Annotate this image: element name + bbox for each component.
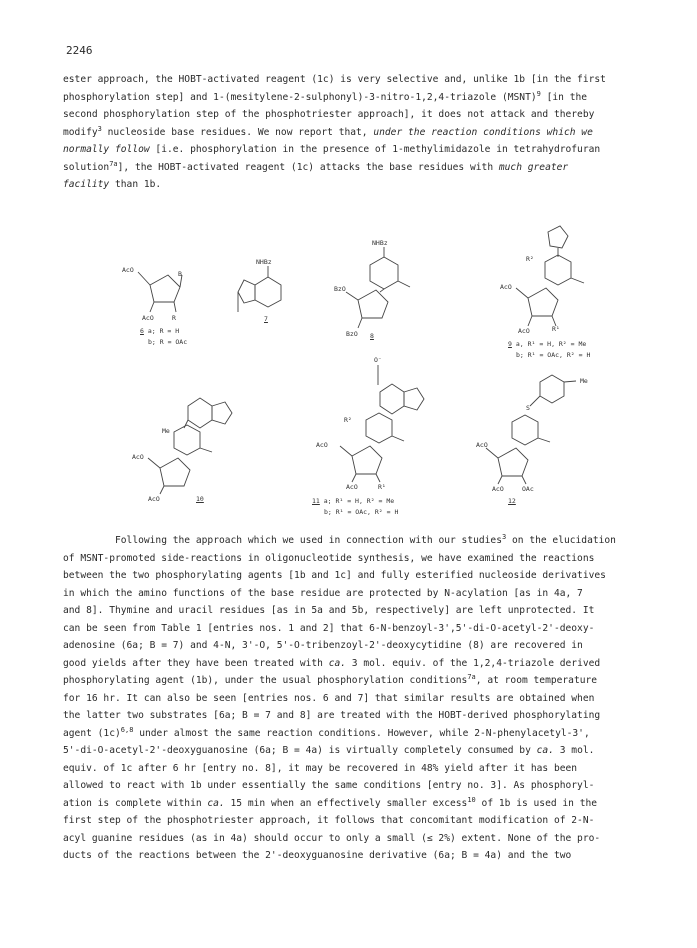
s11-caption-a: 11 a; R¹ = H, R² = Me (312, 497, 395, 505)
p2-line-3: between the two phosphorylating agents [1b and 1c] and fully esterified nucleoside derivatives (63, 570, 606, 581)
s12-me: Me (580, 377, 588, 385)
p2-line-4: in which the amino functions of the base residue are protected by N-acylation [as in 4a, 7 (63, 587, 583, 599)
s7-nhbz: NHBz (256, 258, 272, 266)
s6-aco-top: AcO (122, 266, 134, 274)
p2-line-18: acyl guanine residues (as in 4a) should occur to only a small (≤ 2%) extent. None of the pro- (63, 832, 601, 844)
p1-line-5: normally follow [i.e. phosphorylation in the presence of 1-methylimidazole in tetrahydrofuran (63, 144, 601, 155)
page-number: 2246 (66, 44, 93, 57)
s11-ominus: O⁻ (374, 356, 382, 364)
s9-caption-a: 9 a, R¹ = H, R² = Me (508, 340, 587, 348)
s10-aco: AcO (132, 453, 144, 461)
s6-b-label: B (178, 270, 182, 278)
p2-line-11: the latter two substrates [6a; B = 7 and 8] are treated with the HOBT-derived phosphorylating (63, 710, 601, 721)
p1-line-1: ester approach, the HOBT-activated reagent (1c) is very selective and, unlike 1b [in the first (63, 74, 606, 85)
p2-line-14: equiv. of 1c after 6 hr [entry no. 8], it may be recovered in 48% yield after it has been (63, 762, 578, 774)
s9-caption-b: b; R¹ = OAc, R² = H (516, 351, 591, 359)
s12-number: 12 (508, 497, 516, 505)
s12-oac: OAc (522, 485, 534, 493)
s9-r2: R² (526, 255, 534, 263)
s8-bzo-bot: BzO (346, 330, 358, 338)
p2-line-7: adenosine (6a; B = 7) and 4-N, 3'-O, 5'-O-tribenzoyl-2'-deoxycytidine (8) are recovered in (63, 640, 583, 651)
s8-number: 8 (370, 332, 374, 340)
s6-caption-b: b; R = OAc (148, 338, 188, 346)
structure-10-drawing (148, 398, 232, 494)
s10-number: 10 (196, 495, 204, 503)
structure-6-drawing (138, 272, 182, 312)
s12-aco-bot: AcO (492, 485, 504, 493)
p1-line-6: solution$^{7a}$], the HOBT-activated reagent (1c) attacks the base residues with much greater (63, 159, 569, 173)
p2-line-6: can be seen from Table 1 [entries nos. 1 and 2] that 6-N-benzoyl-3',5'-di-O-acetyl-2'-deoxy- (63, 622, 595, 634)
s9-aco: AcO (500, 283, 512, 291)
structure-7-drawing (238, 266, 281, 312)
s10-aco-bot: AcO (148, 495, 160, 503)
s11-r1: R¹ (378, 483, 386, 491)
p2-line-10: for 16 hr. It can also be seen [entries nos. 6 and 7] that similar results are obtained when (63, 692, 595, 704)
s10-me: Me (162, 427, 170, 435)
structure-11-drawing (340, 365, 424, 482)
s9-r1: R¹ (552, 325, 560, 333)
structure-9-drawing (516, 226, 584, 326)
s8-nhbz: NHBz (372, 239, 388, 247)
s7-number: 7 (264, 315, 268, 323)
s6-r: R (172, 314, 176, 322)
p1-line-3: second phosphorylation step of the phosphotriester approach], it does not attack and thereby (63, 109, 595, 120)
p2-line-5: and 8]. Thymine and uracil residues [as in 5a and 5b, respectively] are left unprotected. It (63, 605, 595, 616)
s9-aco-bot: AcO (518, 327, 530, 335)
s11-aco-bot: AcO (346, 483, 358, 491)
p2-line-19: ducts of the reactions between the 2'-deoxyguanosine derivative (6a; B = 4a) and the two (63, 850, 572, 861)
p2-line-16: ation is complete within ca. 15 min when an effectively smaller excess$^{10}$ of 1b is used in the (63, 795, 598, 809)
paragraph-2 (63, 532, 633, 865)
p2-line-13: 5'-di-O-acetyl-2'-deoxyguanosine (6a; B = 4a) is virtually completely consumed by ca. 3 mol. (63, 745, 595, 756)
s12-aco: AcO (476, 441, 488, 449)
s6-caption-a: 6 a; R = H (140, 327, 180, 335)
s6-aco-bot: AcO (142, 314, 154, 322)
p2-line-1: Following the approach which we used in connection with our studies$^3$ on the elucidation (115, 532, 616, 546)
s11-caption-b: b; R¹ = OAc, R² = H (324, 508, 399, 516)
p2-line-15: allowed to react with 1b under essentially the same conditions [entry no. 3]. As phosphoryl- (63, 780, 595, 791)
p2-line-17: first step of the phosphotriester approach, it follows that concomitant modification of 2-N- (63, 815, 595, 826)
s8-bzo-top: BzO (334, 285, 346, 293)
p1-line-2: phosphorylation step] and 1-(mesitylene-2-sulphonyl)-3-nitro-1,2,4-triazole (MSNT)$^9$ [in the (63, 89, 588, 103)
structure-12-drawing (486, 375, 576, 484)
p1-line-7: facility than 1b. (63, 179, 162, 190)
s12-s: S (526, 404, 530, 412)
p2-line-12: agent $(1c)^{6,8}$ under almost the same reaction conditions. However, while 2-N-phenylacetyl-3', (63, 725, 590, 739)
structure-8-drawing (346, 247, 410, 328)
s11-r2: R² (344, 416, 352, 424)
s11-aco: AcO (316, 441, 328, 449)
p2-line-8: good yields after they have been treated with ca. 3 mol. equiv. of the 1,2,4-triazole derived (63, 657, 601, 669)
p2-line-9: phosphorylating agent (1b), under the usual phosphorylation conditions$^{7a}$, at room temperature (63, 672, 598, 686)
p1-line-4: modify$^3$ nucleoside base residues. We now report that, under the reaction conditions which we (63, 124, 593, 138)
p2-line-2: of MSNT-promoted side-reactions in oligonucleotide synthesis, we have examined the reactions (63, 552, 595, 564)
